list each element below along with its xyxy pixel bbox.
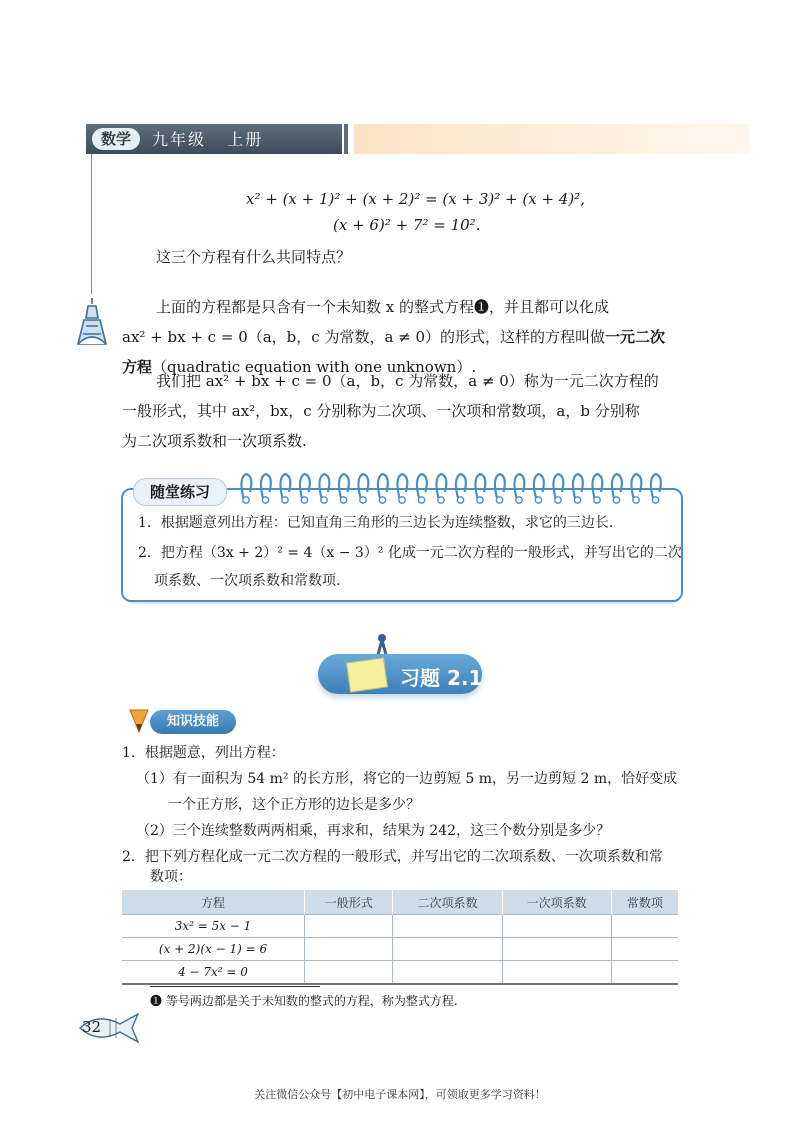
header-gradient [354,124,750,154]
para2-line2: 一般形式，其中 ax²，bx，c 分别称为二次项、一次项和常数项，a，b 分别称 [122,402,640,420]
table-cell [611,938,678,961]
question-1: 1．根据题意，列出方程： [122,745,285,761]
equation-2: (x + 6)² + 7² = 10². [333,216,481,234]
table-row [122,915,678,938]
spiral-binding-icon [236,470,676,510]
sticky-note-icon [346,658,388,693]
term-highlight: 一元二次 [605,328,666,346]
col-constant: 常数项 [611,890,678,915]
col-linear-coef: 一次项系数 [502,890,611,915]
table-cell [393,961,502,985]
tower-icon [72,296,112,348]
question-1-1-line1: （1）有一面积为 54 m² 的长方形，将它的一边剪短 5 m，另一边剪短 2 m，恰好变成 [136,771,678,787]
table-header-row [122,890,678,915]
equation-table [122,890,678,985]
practice-item-2-line2: 项系数、一次项系数和常数项. [154,573,341,589]
col-general-form: 一般形式 [305,890,393,915]
table-cell: (x + 2)(x − 1) = 6 [122,938,305,961]
question-2-line2: 数项： [150,869,192,885]
footnote: ❶ 等号两边都是关于未知数的整式的方程，称为整式方程. [150,994,458,1008]
table-cell [305,938,393,961]
exercise-title: 习题 2.1 [400,666,483,690]
question-1-1-line2: 一个正方形，这个正方形的边长是多少？ [168,797,420,813]
practice-item-1: 1．根据题意列出方程：已知直角三角形的三边长为连续整数，求它的三边长. [138,515,614,531]
para1-line2-text: ax² + bx + c = 0（a，b，c 为常数，a ≠ 0）的形式，这样的方程叫做 [122,328,606,346]
page-number: 32 [82,1018,102,1036]
pencil-tip-icon [128,706,150,734]
para2-line3: 为二次项系数和一次项系数. [122,432,307,450]
para1-line1: 上面的方程都是只含有一个未知数 x 的整式方程❶，并且都可以化成 [156,298,609,316]
question-text: 这三个方程有什么共同特点？ [156,248,352,266]
header-divider [344,124,348,154]
table-row [122,961,678,985]
table-cell [305,915,393,938]
para1-line2 [122,322,665,352]
table-cell [611,915,678,938]
table-row [122,938,678,961]
margin-line [91,154,92,294]
question-1-2: （2）三个连续整数两两相乘，再求和，结果为 242，这三个数分别是多少？ [136,823,611,839]
table-cell [502,915,611,938]
footnote-rule [150,986,320,987]
table-cell [393,938,502,961]
term-highlight-2: 方程 [122,358,153,376]
grade-label: 九年级 上册 [152,130,264,149]
subject-logo: 数学 [92,128,140,150]
table-cell: 3x² = 5x − 1 [122,915,305,938]
question-2-line1: 2．把下列方程化成一元二次方程的一般形式，并写出它的二次项系数、一次项系数和常 [122,849,663,865]
section-tag: 知识技能 [150,710,236,734]
para2-line1: 我们把 ax² + bx + c = 0（a，b，c 为常数，a ≠ 0）称为一元二次方程的 [156,372,659,390]
bottom-note: 关注微信公众号【初中电子课本网】，可领取更多学习资料！ [254,1088,546,1101]
table-cell: 4 − 7x² = 0 [122,961,305,985]
col-equation: 方程 [122,890,305,915]
practice-item-2-line1: 2．把方程（3x + 2）² = 4（x − 3）² 化成一元二次方程的一般形式，并写出它的二次 [138,545,682,561]
table-cell [611,961,678,985]
equation-1: x² + (x + 1)² + (x + 2)² = (x + 3)² + (x + 4)², [246,190,585,208]
table-cell [502,961,611,985]
table-cell [305,961,393,985]
table-cell [502,938,611,961]
table-cell [393,915,502,938]
english-term: （quadratic equation with one unknown）. [152,358,477,376]
col-quadratic-coef: 二次项系数 [393,890,502,915]
practice-title: 随堂练习 [133,478,227,506]
